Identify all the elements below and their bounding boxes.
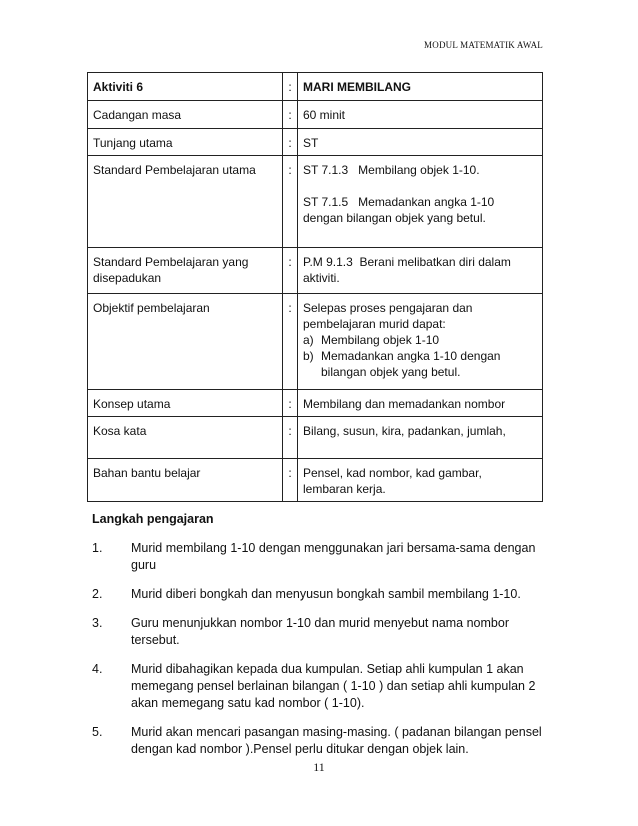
step-number: 3.	[92, 616, 103, 630]
row-separator: :	[283, 294, 298, 390]
list-item	[92, 615, 552, 649]
activity-title: MARI MEMBILANG	[298, 73, 543, 101]
row-separator: :	[283, 101, 298, 129]
row-label: Bahan bantu belajar	[88, 459, 283, 502]
row-label-line: Standard Pembelajaran yang	[93, 255, 249, 269]
row-separator: :	[283, 156, 298, 248]
row-separator: :	[283, 390, 298, 417]
page-number: 11	[313, 760, 325, 774]
standard-line: dengan bilangan objek yang betul.	[303, 211, 486, 225]
objective-marker: b)	[303, 349, 314, 363]
step-text: Guru menunjukkan nombor 1-10 dan murid menyebut nama nombor tersebut.	[131, 616, 509, 647]
list-item	[92, 724, 552, 758]
row-separator: :	[283, 248, 298, 294]
row-value: ST	[298, 129, 543, 156]
row-value: 60 minit	[298, 101, 543, 129]
activity-info-table	[87, 72, 543, 502]
step-text: Murid akan mencari pasangan masing-masing. ( padanan bilangan pensel dengan kad nombor ).Pensel perlu ditukar dengan objek lain.	[131, 725, 542, 756]
row-value	[298, 459, 543, 502]
list-item	[92, 661, 552, 712]
objective-text: Membilang objek 1-10	[321, 333, 440, 347]
value-line: P.M 9.1.3 Berani melibatkan diri dalam	[303, 255, 511, 269]
steps-heading: Langkah pengajaran	[92, 512, 214, 526]
objective-text: Memadankan angka 1-10 dengan	[321, 349, 501, 363]
table-row	[88, 417, 543, 459]
step-text: Murid membilang 1-10 dengan menggunakan jari bersama-sama dengan guru	[131, 541, 536, 572]
step-text: Murid dibahagikan kepada dua kumpulan. Setiap ahli kumpulan 1 akan memegang pensel berlainan bilangan ( 1-10 ) dan setiap ahli kumpulan 2 akan memegang satu kad nombor ( 1-10).	[131, 662, 536, 710]
row-label	[88, 248, 283, 294]
value-line: Selepas proses pengajaran dan	[303, 301, 473, 315]
row-value	[298, 156, 543, 248]
value-line: Pensel, kad nombor, kad gambar,	[303, 466, 482, 480]
row-label: Cadangan masa	[88, 101, 283, 129]
step-text: Murid diberi bongkah dan menyusun bongkah sambil membilang 1-10.	[131, 587, 521, 601]
row-separator: :	[283, 73, 298, 101]
row-label-line: disepadukan	[93, 271, 162, 285]
table-row	[88, 73, 543, 101]
objective-item	[303, 332, 538, 348]
row-label: Objektif pembelajaran	[88, 294, 283, 390]
step-number: 4.	[92, 662, 103, 676]
running-header: MODUL MATEMATIK AWAL	[424, 40, 543, 50]
table-row	[88, 294, 543, 390]
row-separator: :	[283, 417, 298, 459]
list-item	[92, 540, 552, 574]
table-row	[88, 129, 543, 156]
table-row	[88, 156, 543, 248]
row-value	[298, 294, 543, 390]
row-label: Konsep utama	[88, 390, 283, 417]
row-separator: :	[283, 459, 298, 502]
step-number: 5.	[92, 725, 103, 739]
row-label: Kosa kata	[88, 417, 283, 459]
value-line: pembelajaran murid dapat:	[303, 317, 446, 331]
objective-text: bilangan objek yang betul.	[321, 365, 461, 379]
step-number: 2.	[92, 587, 103, 601]
row-label: Tunjang utama	[88, 129, 283, 156]
table-row	[88, 459, 543, 502]
table-row	[88, 248, 543, 294]
row-label: Standard Pembelajaran utama	[88, 156, 283, 248]
objective-marker: a)	[303, 333, 314, 347]
value-line: lembaran kerja.	[303, 482, 386, 496]
row-value: Membilang dan memadankan nombor	[298, 390, 543, 417]
standard-line: ST 7.1.3 Membilang objek 1-10.	[303, 163, 480, 177]
list-item	[92, 586, 552, 603]
objective-item	[303, 348, 538, 380]
table-row	[88, 101, 543, 129]
row-value: Bilang, susun, kira, padankan, jumlah,	[298, 417, 543, 459]
standard-line: ST 7.1.5 Memadankan angka 1-10	[303, 195, 495, 209]
value-line: aktiviti.	[303, 271, 340, 285]
table-row	[88, 390, 543, 417]
steps-list	[92, 540, 552, 770]
step-number: 1.	[92, 541, 103, 555]
row-label: Aktiviti 6	[88, 73, 283, 101]
row-value	[298, 248, 543, 294]
row-separator: :	[283, 129, 298, 156]
